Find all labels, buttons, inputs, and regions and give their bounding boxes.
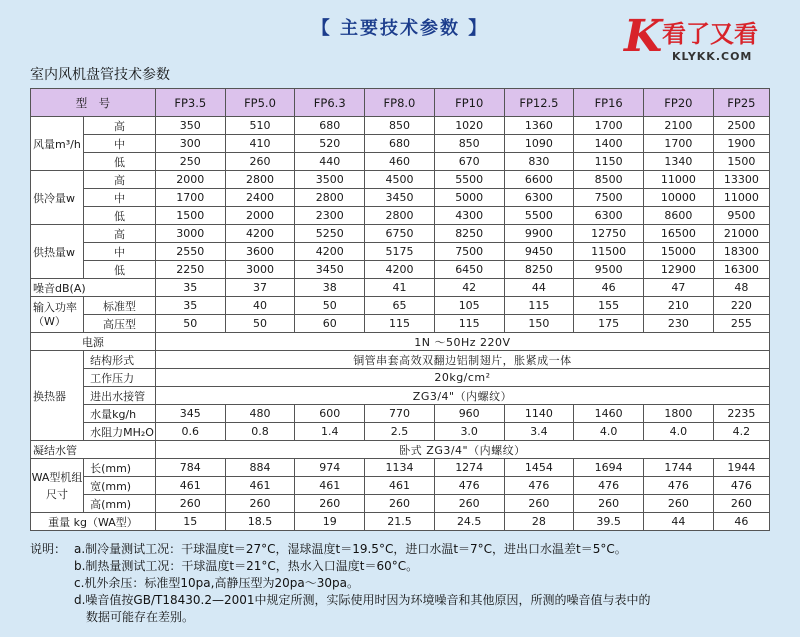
value-cell: 8250	[434, 225, 504, 243]
value-cell: 1700	[574, 117, 644, 135]
note-item: d.噪音值按GB/T18430.2—2001中规定所测，实际使用时因为环境噪音和其他原因，所测的噪音值与表中的	[74, 593, 651, 607]
table-row	[31, 477, 770, 495]
value-cell: 3.4	[504, 423, 574, 441]
value-cell: 24.5	[434, 513, 504, 531]
speed-cell: 低	[84, 207, 156, 225]
value-cell: 44	[644, 513, 714, 531]
value-cell: 260	[504, 495, 574, 513]
value-cell: 7500	[434, 243, 504, 261]
value-cell: 115	[434, 315, 504, 333]
value-cell: 670	[434, 153, 504, 171]
table-row	[31, 261, 770, 279]
speed-cell: 高	[84, 117, 156, 135]
value-cell: 15000	[644, 243, 714, 261]
spec-table	[30, 88, 770, 531]
value-cell: 115	[365, 315, 435, 333]
value-cell: 2.5	[365, 423, 435, 441]
speed-cell: 中	[84, 189, 156, 207]
table-row	[31, 513, 770, 531]
value-cell: 480	[225, 405, 295, 423]
value-cell: 210	[644, 297, 714, 315]
value-cell: 0.6	[155, 423, 225, 441]
speed-cell: 低	[84, 261, 156, 279]
value-cell: 2500	[713, 117, 769, 135]
value-cell: 460	[365, 153, 435, 171]
table-row	[31, 333, 770, 351]
note-row	[30, 609, 780, 626]
airflow-label: 风量m³/h	[31, 117, 84, 171]
value-cell: 21000	[713, 225, 769, 243]
value-cell: 850	[434, 135, 504, 153]
value-cell: 1274	[434, 459, 504, 477]
value-cell: 476	[504, 477, 574, 495]
value-cell: 6300	[504, 189, 574, 207]
value-cell: 1944	[713, 459, 769, 477]
value-cell: 1454	[504, 459, 574, 477]
value-cell: 220	[713, 297, 769, 315]
value-cell: 8500	[574, 171, 644, 189]
value-cell: 476	[644, 477, 714, 495]
speed-cell: 低	[84, 153, 156, 171]
value-cell: 2800	[295, 189, 365, 207]
value-cell: 410	[225, 135, 295, 153]
value-cell: 35	[155, 279, 225, 297]
value-cell: 12750	[574, 225, 644, 243]
value-cell: 1140	[504, 405, 574, 423]
supply-value: 1N ～50Hz 220V	[155, 333, 769, 351]
heating-label: 供热量w	[31, 225, 84, 279]
value-cell: 46	[713, 513, 769, 531]
value-cell: 6600	[504, 171, 574, 189]
value-cell: 16500	[644, 225, 714, 243]
value-cell: 3600	[225, 243, 295, 261]
table-row	[31, 243, 770, 261]
table-row	[31, 441, 770, 459]
size-label: WA型机组尺寸	[31, 459, 84, 513]
note-row	[30, 592, 780, 609]
pipe-label: 进出水接管	[84, 387, 156, 405]
note-item: c.机外余压：标准型10pa,高静压型为20pa～30pa。	[74, 576, 359, 590]
pressure-label: 工作压力	[84, 369, 156, 387]
value-cell: 1900	[713, 135, 769, 153]
value-cell: 260	[225, 495, 295, 513]
table-row	[31, 89, 770, 117]
logo-chinese-text: 看了又看	[662, 20, 758, 48]
value-cell: 1150	[574, 153, 644, 171]
value-cell: 6300	[574, 207, 644, 225]
value-cell: 1700	[644, 135, 714, 153]
value-cell: 155	[574, 297, 644, 315]
value-cell: 28	[504, 513, 574, 531]
value-cell: 884	[225, 459, 295, 477]
value-cell: 1500	[155, 207, 225, 225]
logo-k-mark: K	[624, 11, 663, 62]
resistance-label: 水阻力MH₂O	[84, 423, 156, 441]
value-cell: 2000	[155, 171, 225, 189]
table-row	[31, 387, 770, 405]
table-row	[31, 117, 770, 135]
table-row	[31, 423, 770, 441]
value-cell: 680	[295, 117, 365, 135]
value-cell: 260	[295, 495, 365, 513]
value-cell: 6450	[434, 261, 504, 279]
value-cell: 476	[713, 477, 769, 495]
pressure-value: 20kg/cm²	[155, 369, 769, 387]
value-cell: 16300	[713, 261, 769, 279]
value-cell: 18300	[713, 243, 769, 261]
table-row	[31, 225, 770, 243]
table-row	[31, 153, 770, 171]
header-model-label: 型 号	[31, 89, 156, 117]
value-cell: 3000	[225, 261, 295, 279]
value-cell: 150	[504, 315, 574, 333]
value-cell: 255	[713, 315, 769, 333]
value-cell: 18.5	[225, 513, 295, 531]
value-cell: 46	[574, 279, 644, 297]
value-cell: 350	[155, 117, 225, 135]
value-cell: 461	[225, 477, 295, 495]
value-cell: 4300	[434, 207, 504, 225]
note-item: b.制热量测试工况：干球温度t＝21°C，热水入口温度t＝60°C。	[74, 559, 419, 573]
value-cell: 1020	[434, 117, 504, 135]
value-cell: 600	[295, 405, 365, 423]
table-row	[31, 351, 770, 369]
value-cell: 2100	[644, 117, 714, 135]
value-cell: 48	[713, 279, 769, 297]
note-item: a.制冷量测试工况：干球温度t＝27°C，湿球温度t＝19.5°C，进口水温t＝7°C，进出口水温差t＝5°C。	[74, 542, 627, 556]
value-cell: 1744	[644, 459, 714, 477]
note-row	[30, 541, 780, 558]
value-cell: FP16	[574, 89, 644, 117]
notes	[30, 541, 780, 626]
value-cell: 60	[295, 315, 365, 333]
value-cell: 8250	[504, 261, 574, 279]
table-row	[31, 405, 770, 423]
value-cell: 250	[155, 153, 225, 171]
value-cell: 21.5	[365, 513, 435, 531]
value-cell: 476	[434, 477, 504, 495]
value-cell: 47	[644, 279, 714, 297]
value-cell: 520	[295, 135, 365, 153]
water-label: 水量kg/h	[84, 405, 156, 423]
value-cell: 260	[225, 153, 295, 171]
value-cell: 11500	[574, 243, 644, 261]
value-cell: 11000	[713, 189, 769, 207]
speed-cell: 中	[84, 243, 156, 261]
value-cell: 260	[574, 495, 644, 513]
value-cell: 5500	[434, 171, 504, 189]
value-cell: 4500	[365, 171, 435, 189]
value-cell: 440	[295, 153, 365, 171]
value-cell: FP10	[434, 89, 504, 117]
value-cell: 230	[644, 315, 714, 333]
value-cell: 38	[295, 279, 365, 297]
power-label: 输入功率（W）	[31, 297, 84, 333]
value-cell: 1090	[504, 135, 574, 153]
value-cell: 345	[155, 405, 225, 423]
value-cell: 35	[155, 297, 225, 315]
value-cell: 784	[155, 459, 225, 477]
table-row	[31, 171, 770, 189]
value-cell: 3450	[295, 261, 365, 279]
value-cell: 9450	[504, 243, 574, 261]
table-row	[31, 459, 770, 477]
table-row	[31, 135, 770, 153]
note-item: 数据可能存在差别。	[86, 610, 195, 624]
value-cell: 3450	[365, 189, 435, 207]
table-row	[31, 207, 770, 225]
value-cell: FP6.3	[295, 89, 365, 117]
value-cell: 4200	[225, 225, 295, 243]
power-type-cell: 高压型	[84, 315, 156, 333]
supply-label: 电源	[31, 333, 156, 351]
value-cell: 850	[365, 117, 435, 135]
speed-cell: 中	[84, 135, 156, 153]
value-cell: 461	[155, 477, 225, 495]
value-cell: 830	[504, 153, 574, 171]
value-cell: 5000	[434, 189, 504, 207]
value-cell: 2000	[225, 207, 295, 225]
table-row	[31, 297, 770, 315]
value-cell: 770	[365, 405, 435, 423]
value-cell: 2550	[155, 243, 225, 261]
value-cell: 680	[365, 135, 435, 153]
power-type-cell: 标准型	[84, 297, 156, 315]
dimension-label: 长(mm)	[84, 459, 156, 477]
value-cell: 1360	[504, 117, 574, 135]
value-cell: 476	[574, 477, 644, 495]
value-cell: 260	[155, 495, 225, 513]
value-cell: FP8.0	[365, 89, 435, 117]
value-cell: 461	[295, 477, 365, 495]
value-cell: 40	[225, 297, 295, 315]
value-cell: 3.0	[434, 423, 504, 441]
value-cell: 1700	[155, 189, 225, 207]
drain-label: 凝结水管	[31, 441, 156, 459]
value-cell: 2400	[225, 189, 295, 207]
value-cell: 9500	[713, 207, 769, 225]
value-cell: 2250	[155, 261, 225, 279]
value-cell: 37	[225, 279, 295, 297]
table-row	[31, 189, 770, 207]
value-cell: FP5.0	[225, 89, 295, 117]
value-cell: 4200	[365, 261, 435, 279]
dimension-label: 宽(mm)	[84, 477, 156, 495]
value-cell: 10000	[644, 189, 714, 207]
logo-url: KLYKK.COM	[672, 50, 753, 63]
value-cell: 2235	[713, 405, 769, 423]
value-cell: FP20	[644, 89, 714, 117]
value-cell: 8600	[644, 207, 714, 225]
table-row	[31, 315, 770, 333]
value-cell: 19	[295, 513, 365, 531]
speed-cell: 高	[84, 225, 156, 243]
value-cell: 39.5	[574, 513, 644, 531]
value-cell: 115	[504, 297, 574, 315]
value-cell: 5175	[365, 243, 435, 261]
exchanger-label: 换热器	[31, 351, 84, 441]
value-cell: 1340	[644, 153, 714, 171]
value-cell: 4200	[295, 243, 365, 261]
value-cell: 1460	[574, 405, 644, 423]
table-row	[31, 495, 770, 513]
value-cell: 2800	[365, 207, 435, 225]
value-cell: 300	[155, 135, 225, 153]
value-cell: 9500	[574, 261, 644, 279]
value-cell: FP3.5	[155, 89, 225, 117]
value-cell: 44	[504, 279, 574, 297]
value-cell: 510	[225, 117, 295, 135]
value-cell: 65	[365, 297, 435, 315]
value-cell: 50	[295, 297, 365, 315]
value-cell: 974	[295, 459, 365, 477]
value-cell: 2300	[295, 207, 365, 225]
dimension-label: 高(mm)	[84, 495, 156, 513]
value-cell: 9900	[504, 225, 574, 243]
value-cell: 6750	[365, 225, 435, 243]
value-cell: 12900	[644, 261, 714, 279]
value-cell: 1400	[574, 135, 644, 153]
drain-value: 卧式 ZG3/4"（内螺纹）	[155, 441, 769, 459]
pipe-value: ZG3/4"（内螺纹）	[155, 387, 769, 405]
structure-label: 结构形式	[84, 351, 156, 369]
value-cell: 42	[434, 279, 504, 297]
value-cell: 1694	[574, 459, 644, 477]
value-cell: 260	[365, 495, 435, 513]
value-cell: 3500	[295, 171, 365, 189]
klykk-logo	[622, 11, 792, 74]
table-row	[31, 369, 770, 387]
value-cell: 1134	[365, 459, 435, 477]
notes-label: 说明：	[30, 542, 67, 556]
value-cell: 4.0	[644, 423, 714, 441]
value-cell: 5250	[295, 225, 365, 243]
value-cell: 461	[365, 477, 435, 495]
value-cell: FP25	[713, 89, 769, 117]
value-cell: 4.2	[713, 423, 769, 441]
value-cell: FP12.5	[504, 89, 574, 117]
value-cell: 11000	[644, 171, 714, 189]
value-cell: 7500	[574, 189, 644, 207]
value-cell: 260	[644, 495, 714, 513]
weight-label: 重量 kg（WA型）	[31, 513, 156, 531]
value-cell: 2800	[225, 171, 295, 189]
note-row	[30, 558, 780, 575]
value-cell: 41	[365, 279, 435, 297]
speed-cell: 高	[84, 171, 156, 189]
value-cell: 1.4	[295, 423, 365, 441]
value-cell: 260	[713, 495, 769, 513]
value-cell: 260	[434, 495, 504, 513]
value-cell: 4.0	[574, 423, 644, 441]
value-cell: 50	[155, 315, 225, 333]
page-title: 【 主要技术参数 】	[311, 18, 489, 39]
value-cell: 1500	[713, 153, 769, 171]
value-cell: 5500	[504, 207, 574, 225]
value-cell: 50	[225, 315, 295, 333]
value-cell: 15	[155, 513, 225, 531]
noise-label: 噪音dB(A)	[31, 279, 156, 297]
cooling-label: 供冷量w	[31, 171, 84, 225]
value-cell: 0.8	[225, 423, 295, 441]
value-cell: 1800	[644, 405, 714, 423]
value-cell: 960	[434, 405, 504, 423]
value-cell: 105	[434, 297, 504, 315]
structure-value: 铜管串套高效双翻边铝制翅片，胀紧成一体	[155, 351, 769, 369]
section-title: 室内风机盘管技术参数	[30, 67, 170, 83]
value-cell: 3000	[155, 225, 225, 243]
value-cell: 175	[574, 315, 644, 333]
table-row	[31, 279, 770, 297]
value-cell: 13300	[713, 171, 769, 189]
note-row	[30, 575, 780, 592]
